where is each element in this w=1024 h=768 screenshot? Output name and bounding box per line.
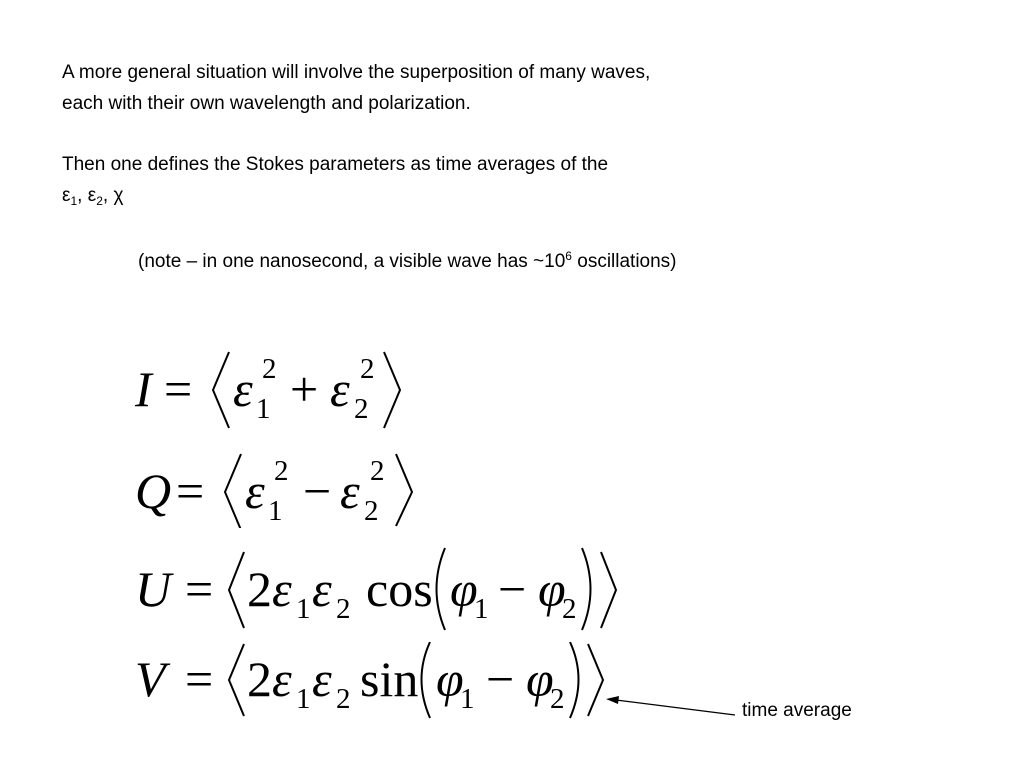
epsilon-symbol: ε <box>312 561 332 617</box>
separator: , <box>77 185 88 206</box>
lhs-symbol-i: I <box>135 361 152 417</box>
lhs-symbol-u: U <box>135 561 172 617</box>
epsilon-symbol: ε <box>330 361 350 417</box>
equation-u <box>0 542 1024 632</box>
right-angle-bracket <box>396 454 412 526</box>
subscript-two: 2 <box>354 393 369 425</box>
superscript-two: 2 <box>262 353 277 385</box>
coefficient: 2 <box>247 651 272 707</box>
equals-sign: = <box>185 651 214 707</box>
subscript-two: 2 <box>364 495 379 527</box>
right-angle-bracket <box>384 352 400 428</box>
intro-paragraph <box>62 57 650 119</box>
subscript-one: 1 <box>296 593 311 625</box>
phi-symbol: φ <box>526 651 554 707</box>
left-angle-bracket <box>229 552 244 628</box>
left-angle-bracket <box>225 454 241 528</box>
phi-symbol: φ <box>436 651 464 707</box>
equals-sign: = <box>176 463 205 519</box>
equation-i <box>0 340 1024 430</box>
note-text <box>138 241 677 277</box>
subscript-two: 2 <box>336 593 351 625</box>
note-before: (note – in one nanosecond, a visible wave has ~10 <box>138 251 566 272</box>
function-sin: sin <box>360 651 419 707</box>
subscript-one: 1 <box>256 393 271 425</box>
arrow-line <box>616 700 735 715</box>
definition-paragraph <box>62 149 608 217</box>
subscript-two: 2 <box>336 683 351 715</box>
superscript-two: 2 <box>370 455 385 487</box>
subscript-one: 1 <box>70 194 78 208</box>
equation-q <box>0 438 1024 528</box>
equals-sign: = <box>164 361 193 417</box>
separator: , <box>102 185 114 206</box>
subscript-one: 1 <box>460 683 475 715</box>
annotation-arrow <box>600 690 740 720</box>
epsilon-symbol: ε <box>87 185 97 206</box>
left-parenthesis <box>437 548 446 630</box>
right-angle-bracket <box>601 552 616 628</box>
coefficient: 2 <box>247 561 272 617</box>
lhs-symbol-v: V <box>135 651 166 707</box>
epsilon-symbol: ε <box>233 361 253 417</box>
subscript-one: 1 <box>474 593 489 625</box>
epsilon-symbol: ε <box>272 561 292 617</box>
epsilon-symbol: ε <box>272 651 292 707</box>
chi-symbol: χ <box>113 185 124 206</box>
left-angle-bracket <box>229 644 244 716</box>
minus-sign: − <box>303 463 332 519</box>
variable-list <box>62 180 608 217</box>
subscript-two: 2 <box>96 194 103 208</box>
plus-sign: + <box>290 361 319 417</box>
equals-sign: = <box>185 561 214 617</box>
epsilon-symbol: ε <box>340 463 360 519</box>
note-after: oscillations) <box>571 251 677 272</box>
note-exponent: 6 <box>565 249 572 263</box>
left-angle-bracket <box>213 352 229 428</box>
arrow-head <box>606 696 619 704</box>
subscript-two: 2 <box>562 593 577 625</box>
intro-line-2: each with their own wavelength and polarization. <box>62 93 471 114</box>
subscript-two: 2 <box>550 683 565 715</box>
epsilon-symbol: ε <box>312 651 332 707</box>
intro-line-1: A more general situation will involve the superposition of many waves, <box>62 62 651 83</box>
minus-sign: − <box>498 561 527 617</box>
time-average-label: time average <box>742 700 852 721</box>
superscript-two: 2 <box>274 455 289 487</box>
superscript-two: 2 <box>360 353 375 385</box>
equation-v <box>0 642 1024 732</box>
function-cos: cos <box>366 561 433 617</box>
lhs-symbol-q: Q <box>135 463 172 519</box>
phi-symbol: φ <box>450 561 478 617</box>
epsilon-symbol: ε <box>245 463 265 519</box>
minus-sign: − <box>486 651 515 707</box>
definition-line-1: Then one defines the Stokes parameters as time averages of the <box>62 154 609 175</box>
subscript-one: 1 <box>268 495 283 527</box>
phi-symbol: φ <box>538 561 566 617</box>
epsilon-symbol: ε <box>62 185 71 206</box>
right-parenthesis <box>570 642 579 718</box>
right-parenthesis <box>582 548 591 630</box>
subscript-one: 1 <box>296 683 311 715</box>
left-parenthesis <box>422 642 431 718</box>
